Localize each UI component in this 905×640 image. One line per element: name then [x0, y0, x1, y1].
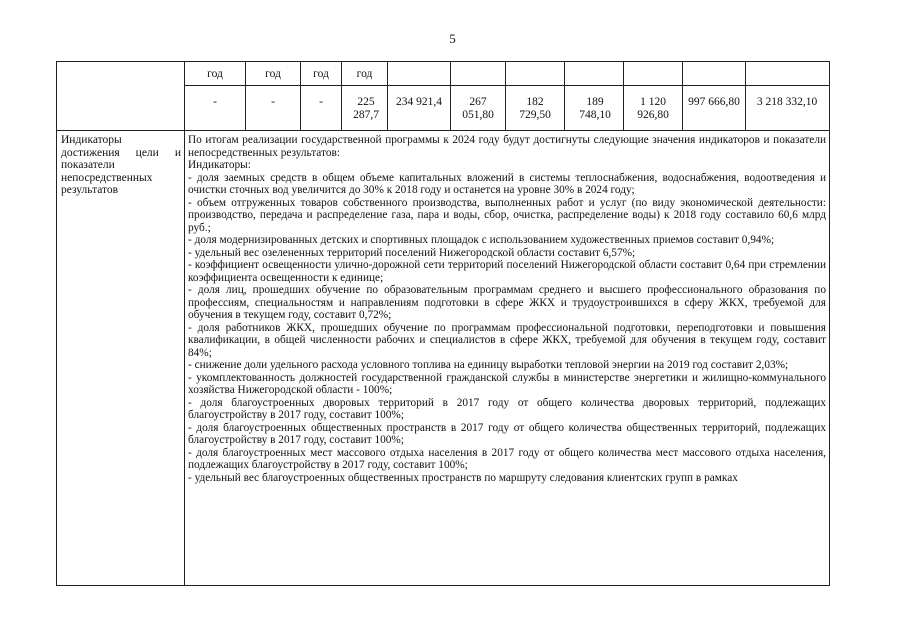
- indicator-item: - доля благоустроенных дворовых территорий в 2017 году от общего количества дворовых территорий, подлежащих благоустройству в 2017 году, составит 100%;: [188, 396, 826, 421]
- funding-value: 1 120 926,80: [637, 96, 669, 121]
- program-table: [56, 61, 830, 586]
- year-header: год: [313, 68, 329, 80]
- indicator-item: - снижение доли удельного расхода условного топлива на единицу выработки тепловой энергии на 2019 год составит 2,03%;: [188, 359, 789, 371]
- funding-value: -: [271, 96, 275, 108]
- year-header: год: [356, 68, 373, 80]
- indicators-intro: По итогам реализации государственной программы к 2024 году будут достигнуты следующие значения индикаторов и показатели непосредственных результатов:: [188, 134, 826, 159]
- page-number: 5: [449, 31, 456, 46]
- row-divider: [184, 85, 829, 86]
- funding-value: 182 729,50: [519, 96, 551, 121]
- indicator-item: - доля заемных средств в общем объеме капитальных вложений в системы теплоснабжения, водоснабжения, водоотведения и очистки сточных вод увеличится до 30% к 2018 году и останется на уровне 30% в 2024 году;: [188, 171, 826, 196]
- funding-value: 189 748,10: [579, 96, 611, 121]
- funding-value: 234 921,4: [396, 96, 442, 108]
- funding-value: -: [319, 96, 323, 108]
- indicator-item: - доля благоустроенных мест массового отдыха населения в 2017 году от общего количества мест массового отдыха населения, подлежащих благоустройству в 2017 году, составит 100%;: [188, 446, 826, 471]
- funding-value: 225 287,7: [353, 96, 379, 121]
- indicator-item: - доля лиц, прошедших обучение по образовательным программам среднего и высшего профессионального образования по профессиям, специальностям и направлениям подготовки в сфере ЖКХ и трудоустроившихся в сферу ЖКХ, требуемой для обучения в текущем году, составит 0,72%;: [188, 284, 826, 321]
- funding-value: 267 051,80: [462, 96, 494, 121]
- indicators-body: [188, 134, 826, 484]
- funding-value: 997 666,80: [688, 96, 740, 108]
- indicator-item: - объем отгруженных товаров собственного производства, выполненных работ и услуг (по виду экономической деятельности: производство, передача и распределение газа, пара и воды, сбор, очистка, распределение воды) к 2018 году составило 60,6 млрд руб.;: [188, 196, 826, 234]
- funding-value: -: [213, 96, 217, 108]
- column-divider: [184, 62, 185, 585]
- year-header: год: [265, 68, 281, 80]
- section-divider: [57, 130, 829, 131]
- funding-value: 3 218 332,10: [756, 96, 818, 108]
- indicator-item: - доля благоустроенных общественных пространств в 2017 году от общего количества общественных территорий, подлежащих благоустройству в 2017 году, составит 100%;: [188, 421, 826, 446]
- indicator-item: - доля работников ЖКХ, прошедших обучение по программам профессиональной подготовки, переподготовки и повышения квалификации, в общей численности рабочих и специалистов в сфере ЖКХ, требуемой для обучения в текущем году, составит 84%;: [188, 321, 826, 359]
- indicator-item: - укомплектованность должностей государственной гражданской службы в министерстве энергетики и жилищно-коммунального хозяйства Нижегородской области - 100%;: [188, 371, 826, 396]
- indicator-item: - удельный вес озелененных территорий поселений Нижегородской области составит 6,57%;: [188, 246, 636, 259]
- indicators-label: Индикаторы достижения цели и показатели непосредственных результатов: [61, 134, 181, 196]
- indicators-heading: Индикаторы:: [188, 159, 251, 171]
- year-header: год: [207, 68, 223, 80]
- indicator-item: - удельный вес благоустроенных общественных пространств по маршруту следования клиентских групп в рамках: [188, 471, 738, 484]
- indicator-item: - доля модернизированных детских и спортивных площадок с использованием художественных приемов составит 0,94%;: [188, 234, 775, 246]
- indicator-item: - коэффициент освещенности улично-дорожной сети территорий поселений Нижегородской области составит 0,64 при стремлении коэффициента освещенности к единице;: [188, 259, 826, 284]
